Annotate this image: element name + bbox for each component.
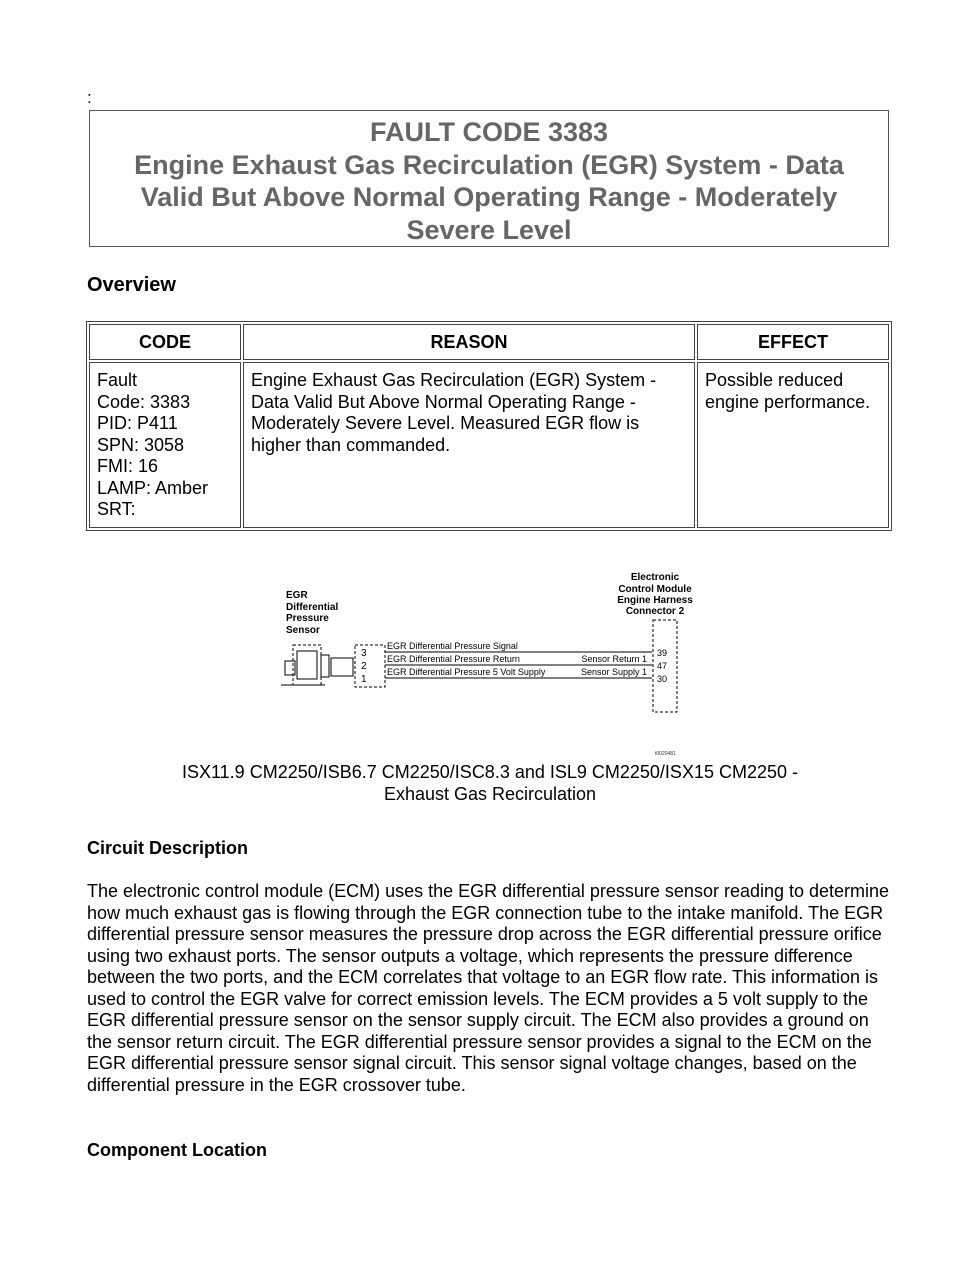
- fault-title-box: [89, 110, 889, 247]
- fault-description-line-3: Severe Level: [406, 214, 572, 245]
- sensor-pin-1: 1: [361, 674, 367, 685]
- ecm-label-3: Engine Harness: [617, 595, 693, 606]
- caption-line-1: ISX11.9 CM2250/ISB6.7 CM2250/ISC8.3 and ISL9 CM2250/ISX15 CM2250 -: [181, 762, 799, 782]
- wire-label-return: EGR Differential Pressure Return: [387, 654, 520, 664]
- fault-code-title: FAULT CODE 3383: [369, 117, 609, 147]
- effect-cell: Possible reduced engine performance.: [697, 362, 889, 528]
- ecm-label-4: Connector 2: [625, 606, 685, 617]
- overview-table: [86, 321, 892, 531]
- wire-label-signal: EGR Differential Pressure Signal: [387, 641, 518, 651]
- circuit-description-text: The electronic control module (ECM) uses the EGR differential pressure sensor reading to determine how much exhaust gas is flowing through the EGR connection tube to the intake manifold. The EGR differential pressure sensor measures the pressure drop across the EGR differential pressure orifice using two exhaust ports. The sensor outputs a voltage, which represents the pressure difference between the two ports, and the ECM correlates that voltage to an EGR flow rate. This information is used to control the EGR valve for correct emission levels. The ECM provides a 5 volt supply to the EGR differential pressure sensor on the sensor supply circuit. The ECM also provides a ground on the sensor return circuit. The EGR differential pressure sensor provides a signal to the ECM on the EGR differential pressure sensor signal circuit. This sensor signal voltage changes, based on the differential pressure in the EGR crossover tube.: [87, 881, 890, 1095]
- sensor-label-2: Differential: [286, 602, 339, 613]
- circuit-description-heading: Circuit Description: [87, 838, 249, 858]
- table-row: [89, 362, 889, 528]
- table-header-row: [89, 324, 889, 360]
- wiring-diagram: [275, 565, 705, 760]
- ecm-circuit-return: Sensor Return 1: [581, 654, 647, 664]
- sensor-pin-3: 3: [361, 648, 367, 659]
- fault-description-line-2: Valid But Above Normal Operating Range - Moderately: [140, 182, 838, 212]
- ecm-pin-30: 30: [657, 674, 668, 684]
- code-cell: Fault Code: 3383 PID: P411 SPN: 3058 FMI: 16 LAMP: Amber SRT:: [89, 362, 241, 528]
- overview-heading: Overview: [87, 274, 176, 296]
- header-code: CODE: [89, 324, 241, 360]
- sensor-symbol: [281, 645, 353, 685]
- ecm-label-1: Electronic: [630, 572, 680, 583]
- header-effect: EFFECT: [697, 324, 889, 360]
- ecm-pin-39: 39: [657, 648, 668, 658]
- figure-id: t0020481: [655, 751, 676, 757]
- sensor-label-4: Sensor: [286, 625, 320, 636]
- sensor-label-3: Pressure: [286, 613, 329, 624]
- component-location-heading: Component Location: [87, 1140, 267, 1160]
- reason-cell: Engine Exhaust Gas Recirculation (EGR) System - Data Valid But Above Normal Operating Range - Moderately Severe Level. Measured EGR flow is higher than commanded.: [243, 362, 695, 528]
- ecm-pin-47: 47: [657, 661, 668, 671]
- ecm-label-2: Control Module: [618, 584, 692, 595]
- fault-description-line-1: Engine Exhaust Gas Recirculation (EGR) System - Data: [134, 149, 844, 180]
- sensor-connector: [355, 645, 385, 687]
- ecm-circuit-supply: Sensor Supply 1: [580, 667, 647, 677]
- diagram-caption: [140, 761, 840, 805]
- header-reason: REASON: [243, 324, 695, 360]
- caption-line-2: Exhaust Gas Recirculation: [383, 784, 597, 804]
- sensor-label-1: EGR: [286, 590, 308, 601]
- sensor-pin-2: 2: [361, 661, 367, 672]
- wire-label-supply: EGR Differential Pressure 5 Volt Supply: [387, 667, 546, 677]
- page-marker: :: [87, 88, 92, 107]
